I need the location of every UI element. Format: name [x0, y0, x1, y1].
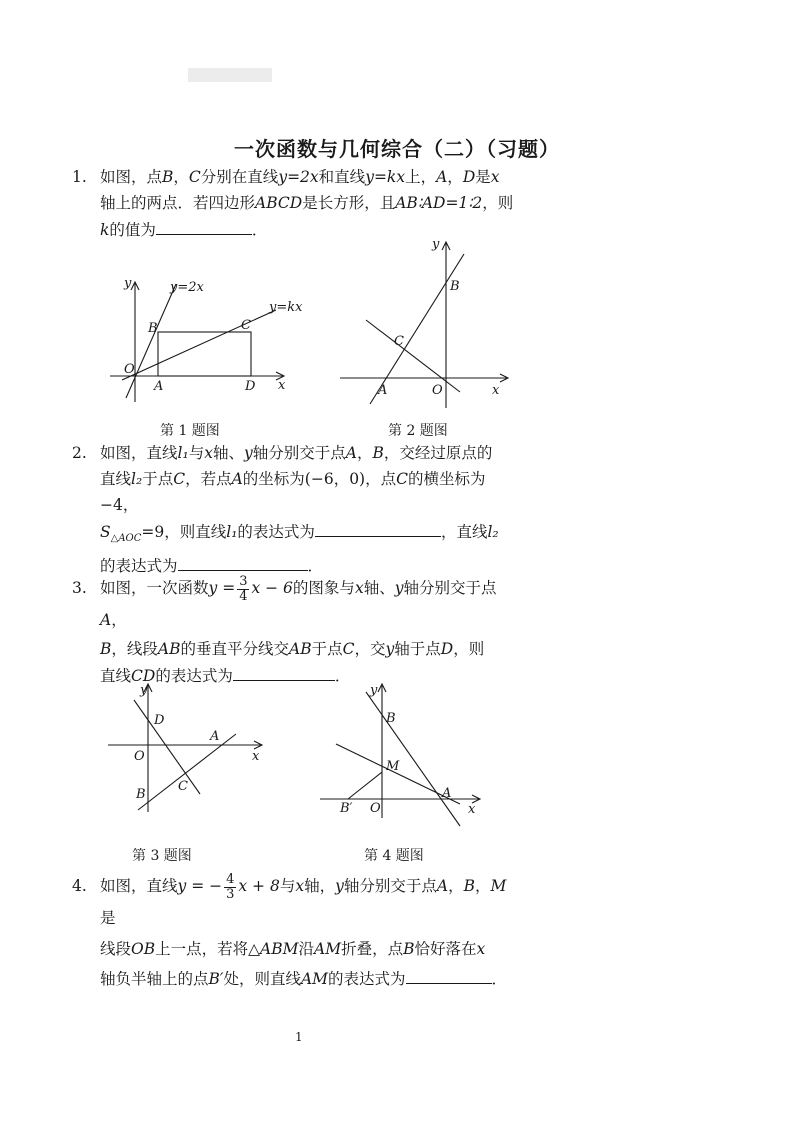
label-o: O: [124, 362, 135, 377]
figure-3: [104, 676, 274, 812]
label-x: x: [492, 383, 500, 398]
figure-3-caption: 第 3 题图: [132, 848, 192, 864]
label-a: A: [210, 729, 220, 744]
label-b-prime: B′: [340, 801, 353, 816]
page-title: 一次函数与几何综合（二）（习题）: [234, 137, 560, 161]
label-d: D: [154, 713, 165, 728]
label-c: C: [241, 318, 251, 333]
answer-blank-l2[interactable]: [178, 552, 308, 571]
question-text: 如图，点B，C分别在直线y=2x和直线y=kx上，A，D是x 轴上的两点．若四边形ABCD是长方形，且AB∶AD=1∶2，则 k的值为 ．: [100, 168, 514, 239]
label-o: O: [432, 383, 443, 398]
question-number: 1.: [72, 168, 87, 186]
rectangle-abcd: [158, 332, 251, 376]
label-b: B: [450, 279, 460, 294]
question-text: 如图，直线l₁与x轴、y轴分别交于点A，B，交经过原点的 直线l₂于点C，若点A的坐标为(−6，0)，点C的横坐标为−4， $S_{\triangle AOC}=9$，则直线l₁的表达式为 ，直线l₂ 的表达式为 ．: [100, 444, 499, 576]
line-y-2x: [126, 284, 176, 398]
label-o: O: [134, 749, 145, 764]
segment-b-prime-m: [348, 772, 382, 799]
figure-4: [318, 676, 490, 830]
label-x: x: [278, 378, 286, 393]
label-x: x: [468, 802, 476, 817]
label-y: y: [140, 683, 148, 698]
question-number: 4.: [72, 877, 87, 895]
label-c: C: [178, 779, 188, 794]
answer-blank[interactable]: [406, 965, 492, 984]
question-number: 3.: [72, 579, 87, 597]
label-o: O: [370, 801, 381, 816]
label-y: y: [432, 237, 440, 252]
label-a: A: [154, 379, 164, 394]
label-b: B: [136, 787, 146, 802]
label-y: y: [370, 683, 378, 698]
label-a: A: [378, 383, 388, 398]
answer-blank[interactable]: [156, 216, 252, 235]
label-c: C: [394, 334, 404, 349]
figure-1-caption: 第 1 题图: [160, 423, 220, 439]
label-a: A: [442, 786, 452, 801]
figure-2: [336, 232, 516, 408]
line-y-kx: [122, 310, 276, 380]
question-text: 如图，直线y = − $\frac{4}{3}$ x + 8与x轴，y轴分别交于点A，B，M是 线段OB上一点，若将△ABM沿AM折叠，点B恰好落在x 轴负半轴上的点B′处，则直线AM的表达式为 ．: [100, 871, 508, 988]
label-m: M: [386, 759, 400, 774]
question-number: 2.: [72, 444, 87, 462]
label-d: D: [245, 379, 256, 394]
fraction: $\frac{3}{4}$: [239, 573, 248, 604]
question-text: 如图，一次函数y = $\frac{3}{4}$ x − 6的图象与x轴、y轴分别交于点A， B，线段AB的垂直平分线交AB于点C，交y轴于点D，则 直线CD的表达式为 ．: [100, 573, 497, 685]
label-y: y: [124, 276, 132, 291]
figure-1: [104, 272, 304, 402]
answer-blank-l1[interactable]: [315, 518, 441, 537]
label-b: B: [148, 321, 158, 336]
page-number: 1: [295, 1030, 303, 1044]
label-x: x: [252, 749, 260, 764]
fraction: $\frac{4}{3}$: [226, 871, 235, 902]
label-b: B: [386, 711, 396, 726]
label-line-kx: y=kx: [269, 300, 303, 315]
figure-2-caption: 第 2 题图: [388, 423, 448, 439]
header-mark: [188, 68, 272, 82]
line-l1: [370, 254, 464, 404]
label-line-2x: y=2x: [170, 280, 204, 295]
figure-4-caption: 第 4 题图: [364, 848, 424, 864]
line-cd: [134, 700, 200, 794]
